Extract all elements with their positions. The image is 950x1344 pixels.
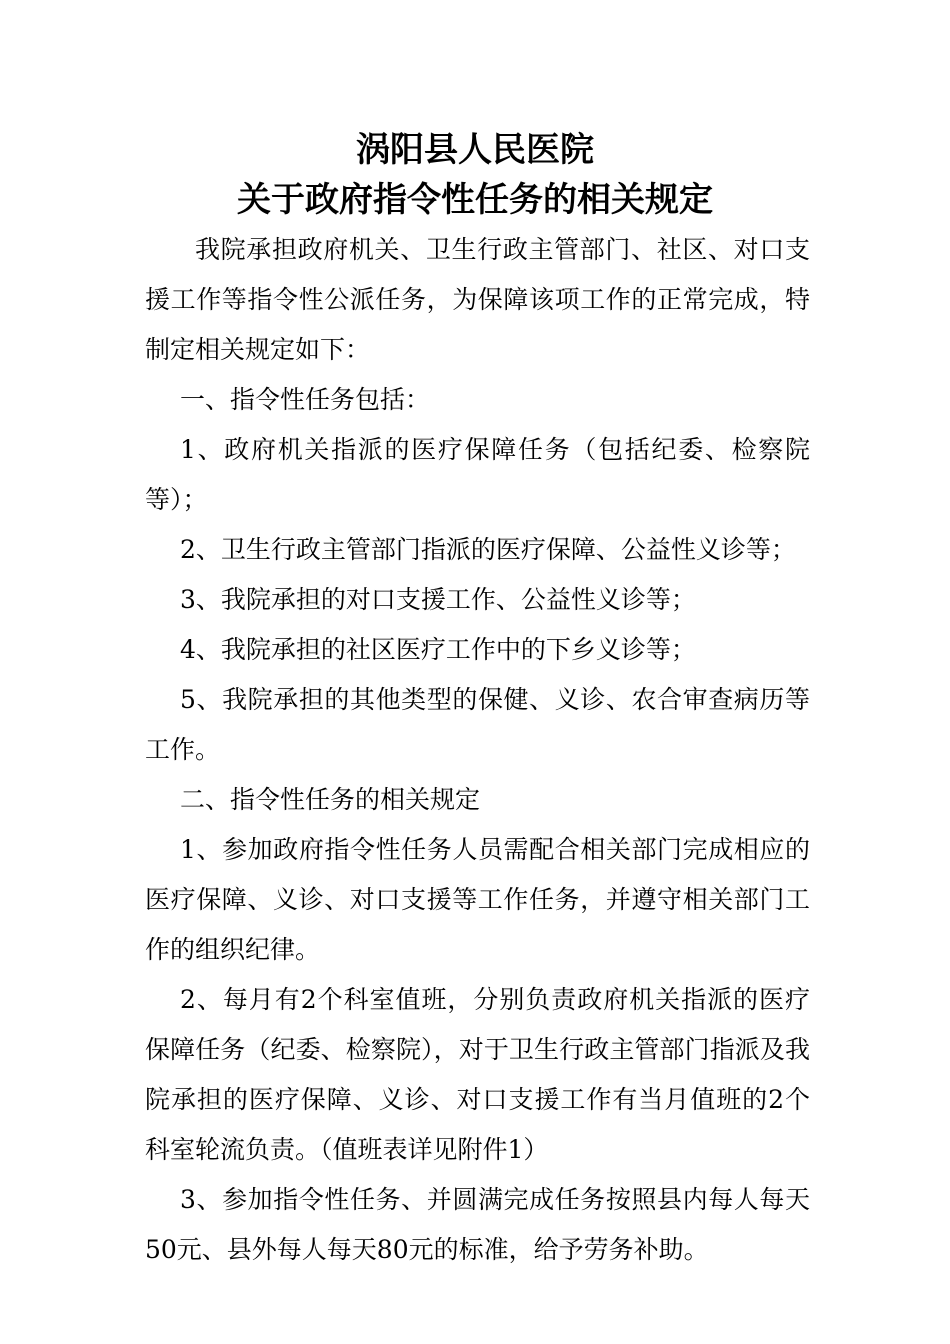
rule-paragraph: 3、参加指令性任务、并圆满完成任务按照县内每人每天50元、县外每人每天80元的标准，给予劳务补助。 [145, 1185, 810, 1264]
section-heading-1: 一、指令性任务包括： [180, 385, 431, 414]
list-item: 5、我院承担的其他类型的保健、义诊、农合审查病历等工作。 [145, 685, 810, 764]
section-heading-2: 二、指令性任务的相关规定 [180, 785, 481, 814]
document-title-line1: 涡阳县人民医院 [356, 130, 594, 170]
list-item: 2、卫生行政主管部门指派的医疗保障、公益性义诊等； [180, 535, 796, 564]
document-body [145, 225, 810, 1275]
list-item: 3、我院承担的对口支援工作、公益性义诊等； [180, 585, 696, 614]
rule-paragraph: 2、每月有2个科室值班，分别负责政府机关指派的医疗保障任务（纪委、检察院），对于卫生行政主管部门指派及我院承担的医疗保障、义诊、对口支援工作有当月值班的2个科室轮流负责。（值班表详见附件1） [145, 985, 810, 1164]
intro-paragraph: 我院承担政府机关、卫生行政主管部门、社区、对口支援工作等指令性公派任务，为保障该项工作的正常完成，特制定相关规定如下： [145, 235, 810, 364]
rule-paragraph: 1、参加政府指令性任务人员需配合相关部门完成相应的医疗保障、义诊、对口支援等工作任务，并遵守相关部门工作的组织纪律。 [145, 835, 810, 964]
list-item: 1、政府机关指派的医疗保障任务（包括纪委、检察院等）； [145, 435, 810, 514]
document-title-line2: 关于政府指令性任务的相关规定 [237, 180, 713, 220]
list-item: 4、我院承担的社区医疗工作中的下乡义诊等； [180, 635, 696, 664]
